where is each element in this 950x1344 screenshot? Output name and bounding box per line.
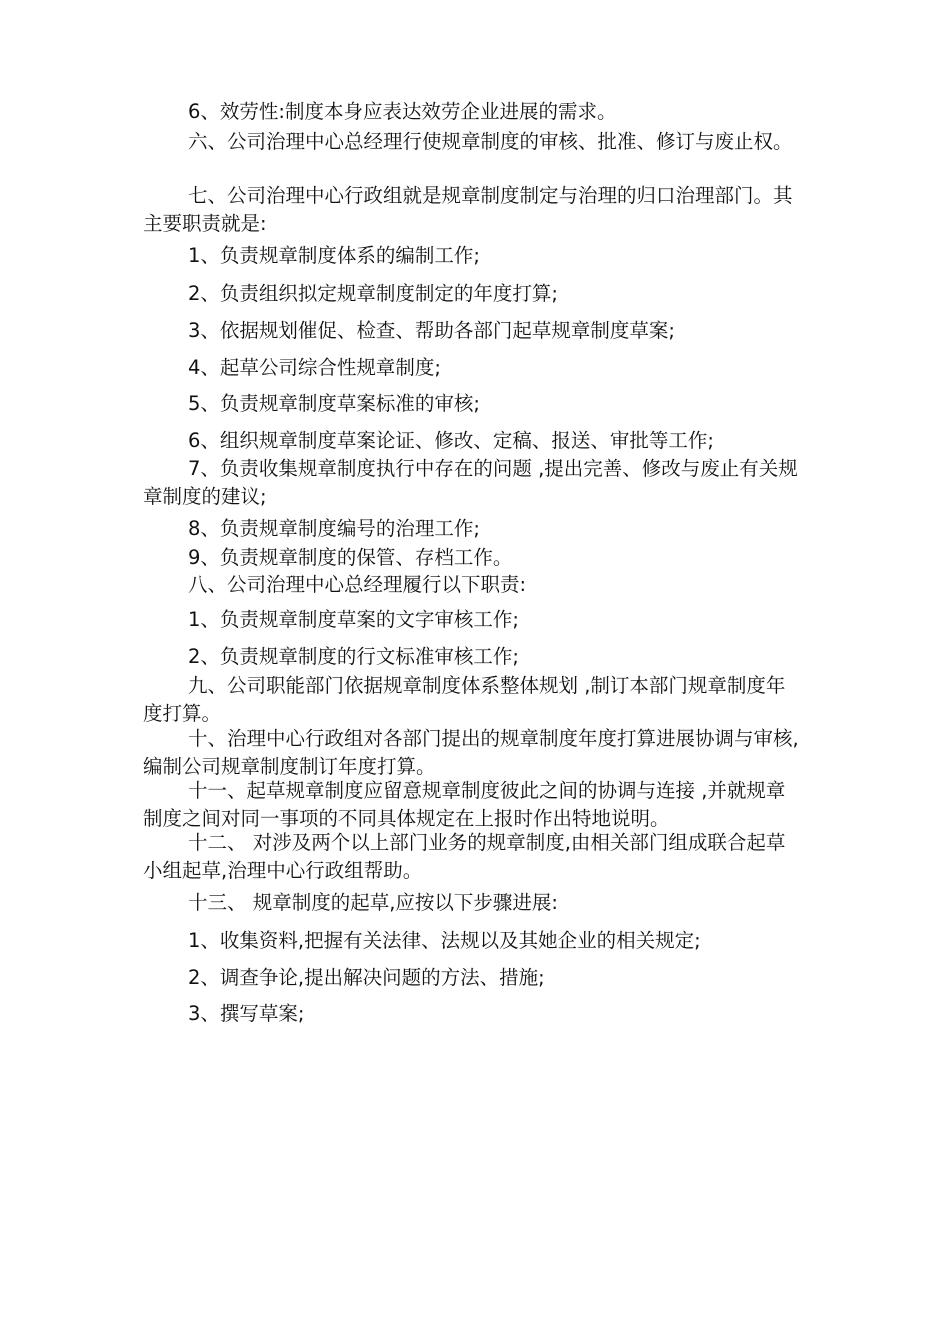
paragraph: 十三、 规章制度的起草,应按以下步骤进展: [188, 891, 558, 914]
paragraph: 1、负责规章制度体系的编制工作; [188, 244, 480, 267]
paragraph: 2、调查争论,提出解决问题的方法、措施; [188, 966, 545, 989]
paragraph: 5、负责规章制度草案标准的审核; [188, 392, 480, 415]
paragraph: 6、效劳性:制度本身应表达效劳企业进展的需求。 [188, 100, 617, 123]
paragraph: 八、公司治理中心总经理履行以下职责: [188, 573, 527, 596]
paragraph: 6、组织规章制度草案论证、修改、定稿、报送、审批等工作; [188, 429, 714, 452]
paragraph: 9、负责规章制度的保管、存档工作。 [188, 546, 513, 569]
paragraph: 4、起草公司综合性规章制度; [188, 356, 441, 379]
paragraph: 3、依据规划催促、检查、帮助各部门起草规章制度草案; [188, 319, 675, 342]
paragraph: 1、收集资料,把握有关法律、法规以及其她企业的相关规定; [188, 929, 701, 952]
paragraph: 7、负责收集规章制度执行中存在的问题 ,提出完善、修改与废止有关规章制度的建议; [143, 457, 798, 508]
paragraph: 1、负责规章制度草案的文字审核工作; [188, 608, 519, 631]
paragraph: 8、负责规章制度编号的治理工作; [188, 517, 480, 540]
paragraph: 3、撰写草案; [188, 1002, 305, 1025]
paragraph: 九、公司职能部门依据规章制度体系整体规划 ,制订本部门规章制度年度打算。 [143, 674, 786, 725]
paragraph: 十、治理中心行政组对各部门提出的规章制度年度打算进展协调与审核,编制公司规章制度制订年度打算。 [143, 727, 799, 778]
paragraph: 七、公司治理中心行政组就是规章制度制定与治理的归口治理部门。其主要职责就是: [143, 184, 793, 235]
paragraph: 六、公司治理中心总经理行使规章制度的审核、批准、修订与废止权。 [188, 130, 793, 153]
paragraph: 2、负责组织拟定规章制度制定的年度打算; [188, 282, 558, 305]
paragraph: 十二、 对涉及两个以上部门业务的规章制度,由相关部门组成联合起草小组起草,治理中心行政组帮助。 [143, 831, 786, 882]
paragraph: 2、负责规章制度的行文标准审核工作; [188, 645, 519, 668]
paragraph: 十一、起草规章制度应留意规章制度彼此之间的协调与连接 ,并就规章制度之间对同一事项的不同具体规定在上报时作出特地说明。 [143, 779, 786, 830]
